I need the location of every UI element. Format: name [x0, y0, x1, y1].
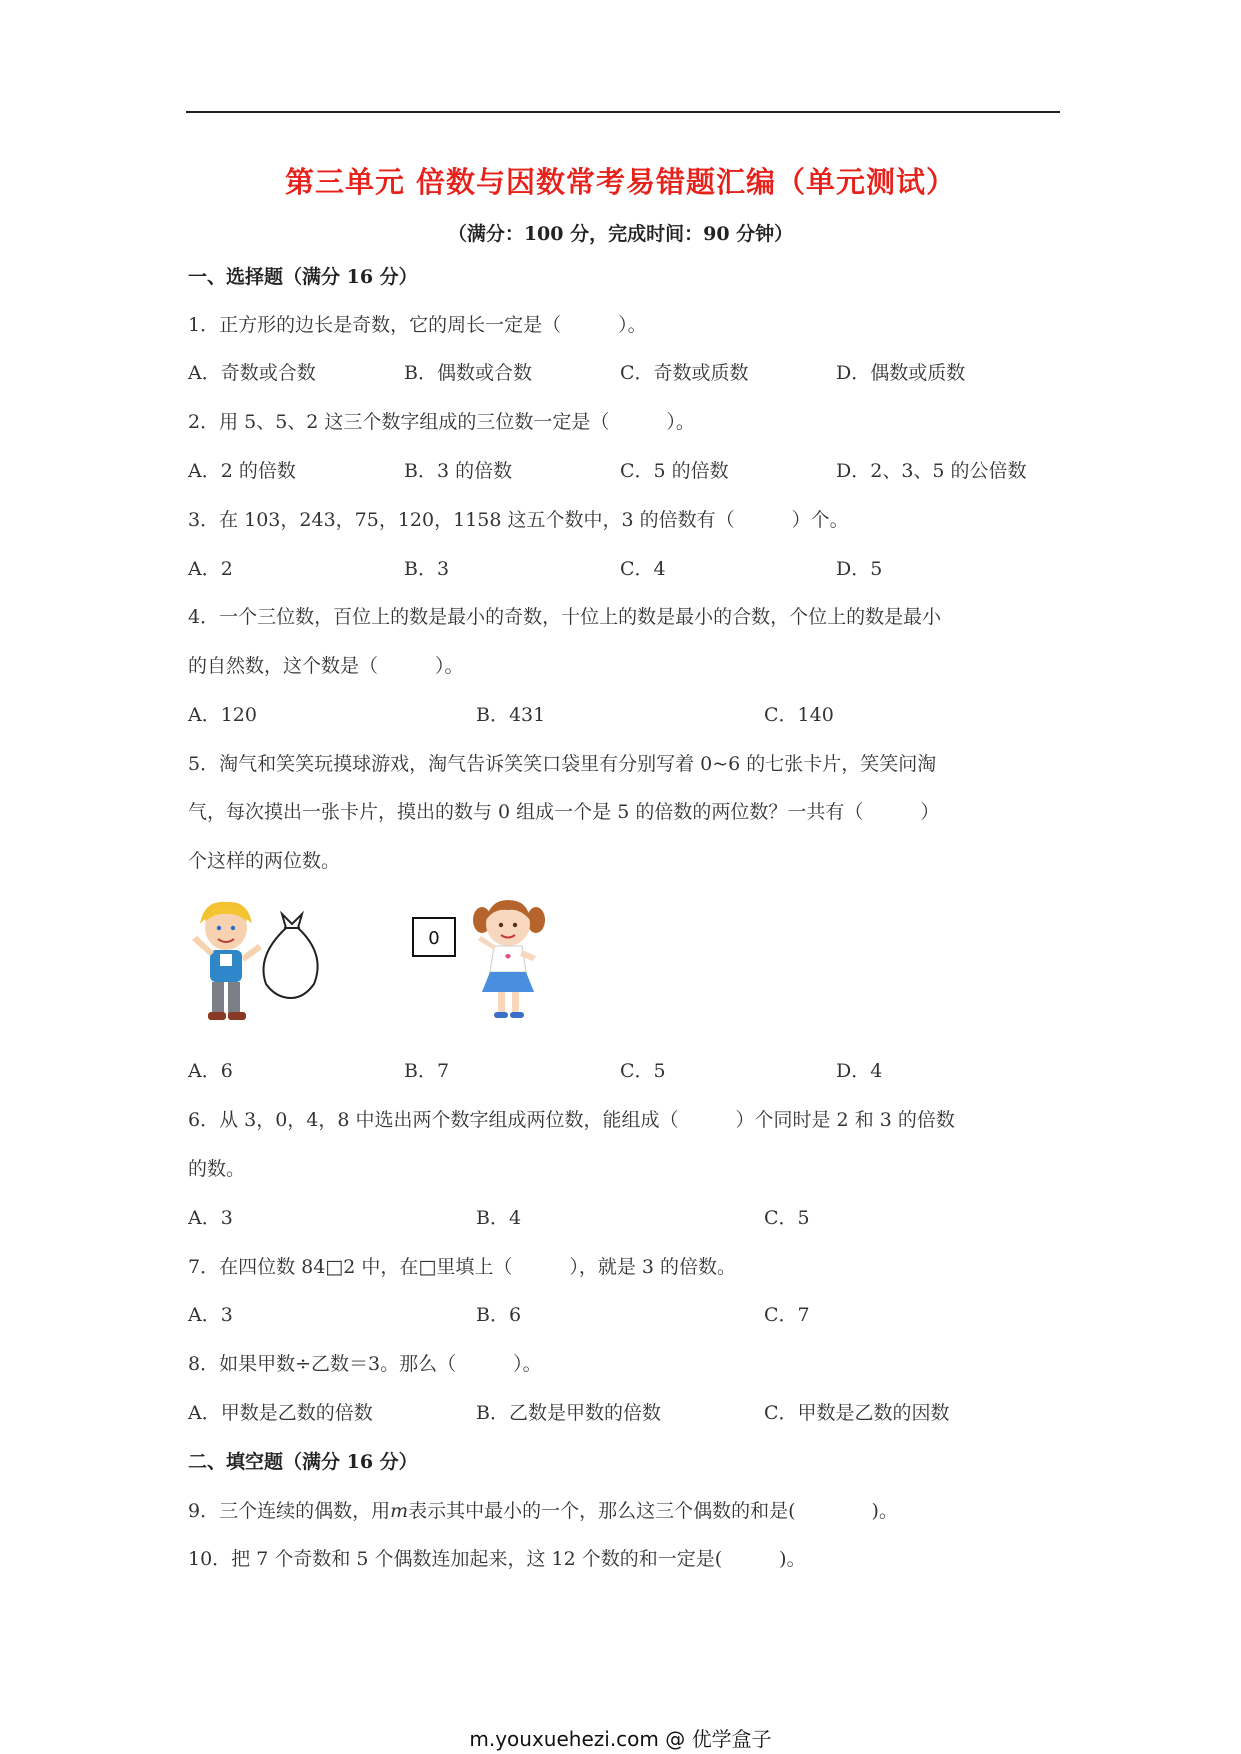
q9-variable: m — [390, 1500, 409, 1522]
question-4-line-1: 4．一个三位数，百位上的数是最小的奇数，十位上的数是最小的合数，个位上的数是最小 — [188, 606, 942, 628]
boy-figure — [192, 902, 262, 1020]
question-8: 8．如果甲数÷乙数＝3。那么（ ）。 — [188, 1353, 542, 1375]
question-5-line-3: 个这样的两位数。 — [188, 850, 341, 872]
q7-option-a: A．3 — [188, 1304, 233, 1326]
q5-illustration-svg — [186, 894, 546, 1029]
section-heading-fill: 二、填空题（满分 16 分） — [188, 1451, 418, 1473]
q1-option-a: A．奇数或合数 — [188, 362, 316, 384]
q2-option-d: D．2、3、5 的公倍数 — [836, 460, 1027, 482]
q1-option-c: C．奇数或质数 — [620, 362, 749, 384]
q6-option-b: B．4 — [476, 1207, 522, 1229]
page-subtitle: （满分：100 分，完成时间：90 分钟） — [447, 223, 794, 245]
q9-text-after: 表示其中最小的一个，那么这三个偶数的和是( )。 — [408, 1500, 898, 1522]
girl-figure — [473, 900, 545, 1018]
question-1: 1．正方形的边长是奇数，它的周长一定是（ ）。 — [188, 314, 647, 336]
q7-option-c: C．7 — [764, 1304, 810, 1326]
card-digit: 0 — [428, 928, 440, 949]
q5-illustration — [186, 894, 546, 1029]
footer-watermark: m.youxuehezi.com @ 优学盒子 — [469, 1727, 772, 1751]
q5-option-a: A．6 — [188, 1060, 233, 1082]
header-rule — [186, 111, 1060, 113]
section-heading-choice: 一、选择题（满分 16 分） — [188, 266, 418, 288]
q4-option-b: B．431 — [476, 704, 546, 726]
q5-option-b: B．7 — [404, 1060, 450, 1082]
question-5-line-1: 5．淘气和笑笑玩摸球游戏，淘气告诉笑笑口袋里有分别写着 0~6 的七张卡片，笑笑问淘 — [188, 753, 937, 775]
question-10: 10．把 7 个奇数和 5 个偶数连加起来，这 12 个数的和一定是( )。 — [188, 1548, 806, 1570]
q8-option-b: B．乙数是甲数的倍数 — [476, 1402, 661, 1424]
q1-option-d: D．偶数或质数 — [836, 362, 966, 384]
number-card — [413, 918, 455, 956]
q9-text-before: 9．三个连续的偶数，用 — [188, 1500, 391, 1522]
q2-option-c: C．5 的倍数 — [620, 460, 729, 482]
q5-option-c: C．5 — [620, 1060, 666, 1082]
q2-option-b: B．3 的倍数 — [404, 460, 513, 482]
q1-option-b: B．偶数或合数 — [404, 362, 532, 384]
q5-option-d: D．4 — [836, 1060, 883, 1082]
question-6-line-1: 6．从 3，0，4，8 中选出两个数字组成两位数，能组成（ ）个同时是 2 和 3 的倍数 — [188, 1109, 955, 1131]
q3-option-a: A．2 — [188, 558, 233, 580]
q3-option-b: B．3 — [404, 558, 450, 580]
q8-option-c: C．甲数是乙数的因数 — [764, 1402, 950, 1424]
q4-option-c: C．140 — [764, 704, 834, 726]
question-6-line-2: 的数。 — [188, 1158, 246, 1180]
q2-option-a: A．2 的倍数 — [188, 460, 296, 482]
q6-option-c: C．5 — [764, 1207, 810, 1229]
q6-option-a: A．3 — [188, 1207, 233, 1229]
question-5-line-2: 气，每次摸出一张卡片，摸出的数与 0 组成一个是 5 的倍数的两位数？一共有（ ） — [188, 801, 940, 823]
bag-icon — [264, 914, 318, 998]
page-title: 第三单元 倍数与因数常考易错题汇编（单元测试） — [284, 165, 957, 199]
question-7: 7．在四位数 84□2 中，在□里填上（ ），就是 3 的倍数。 — [188, 1256, 737, 1278]
question-4-line-2: 的自然数，这个数是（ ）。 — [188, 655, 464, 677]
q3-option-d: D．5 — [836, 558, 883, 580]
question-9 — [188, 1496, 898, 1523]
q4-option-a: A．120 — [188, 704, 257, 726]
question-3: 3．在 103，243，75，120，1158 这五个数中，3 的倍数有（ ）个。 — [188, 509, 849, 531]
question-2: 2．用 5、5、2 这三个数字组成的三位数一定是（ ）。 — [188, 411, 695, 433]
q8-option-a: A．甲数是乙数的倍数 — [188, 1402, 373, 1424]
q3-option-c: C．4 — [620, 558, 666, 580]
q7-option-b: B．6 — [476, 1304, 522, 1326]
